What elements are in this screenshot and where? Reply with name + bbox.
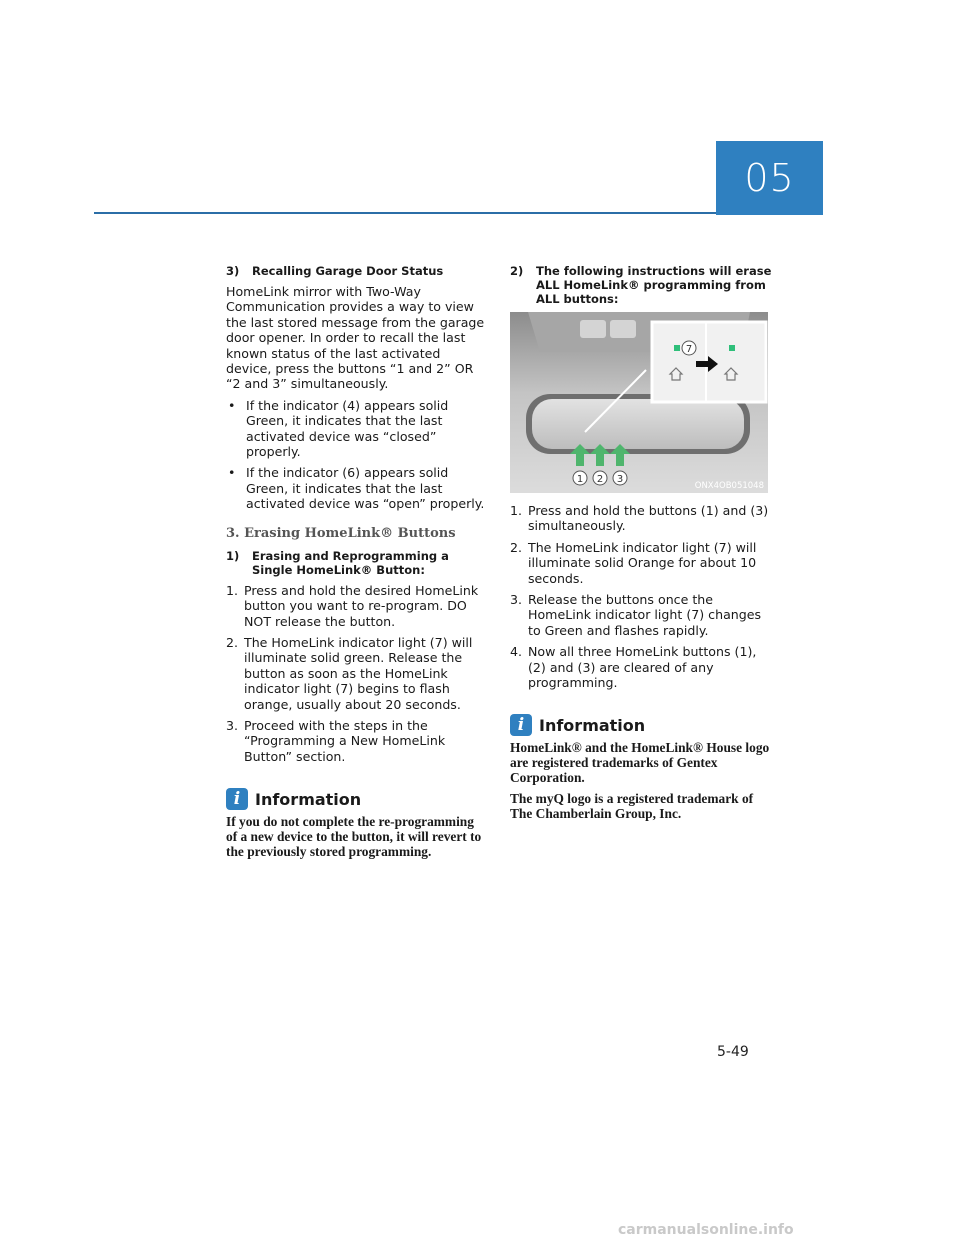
bullet-mark: •	[228, 397, 236, 413]
erase-all-heading-number: 2)	[510, 264, 524, 278]
right-column	[510, 264, 772, 827]
recall-heading-text: Recalling Garage Door Status	[252, 264, 444, 278]
step-number: 3.	[510, 592, 523, 608]
single-step-3	[226, 718, 488, 764]
step-number: 3.	[226, 717, 239, 733]
bullet-closed-text: If the indicator (4) appears solid Green, it indicates that the last activated device was “closed” properly.	[246, 397, 449, 460]
indicator-light	[674, 345, 680, 351]
header-rule	[94, 212, 716, 214]
label-1: 1	[576, 474, 584, 485]
info-text-trademark-myq: The myQ logo is a registered trademark of The Chamberlain Group, Inc.	[510, 791, 754, 822]
single-step-2	[226, 635, 488, 712]
chapter-tab: 05	[716, 141, 823, 215]
info-icon: i	[226, 788, 248, 810]
info-icon: i	[510, 714, 532, 736]
step-number: 2.	[510, 539, 523, 555]
bullet-open-text: If the indicator (6) appears solid Green, it indicates that the last activated device was “open” properly.	[246, 465, 485, 512]
label-7: 7	[685, 344, 693, 355]
recall-heading-number: 3)	[226, 264, 240, 278]
recall-paragraph: HomeLink mirror with Two-Way Communication provides a way to view the last stored message from the garage door opener. In order to recall the last known status of the last activated device, press the buttons “1 and 2” OR “2 and 3” simultaneously.	[226, 284, 485, 392]
all-step-1	[510, 503, 772, 534]
single-step-1	[226, 583, 488, 629]
step-number: 4.	[510, 644, 523, 660]
mirror-illustration	[510, 312, 768, 493]
bullet-open	[226, 465, 488, 511]
single-erase-heading	[226, 549, 488, 577]
step-text: The HomeLink indicator light (7) will illuminate solid green. Release the button as soon as the HomeLink indicator light (7) begins to flash orange, usually about 20 seconds.	[244, 634, 473, 712]
indicator-light	[729, 345, 735, 351]
info-text-left: If you do not complete the re-programming of a new device to the button, it will revert to the previously stored programming.	[226, 814, 482, 860]
watermark: carmanualsonline.info	[618, 1222, 794, 1238]
homelink-mirror-figure	[510, 312, 768, 493]
info-header-right	[510, 714, 772, 736]
step-number: 1.	[510, 503, 523, 518]
step-text: Now all three HomeLink buttons (1), (2) and (3) are cleared of any programming.	[528, 644, 757, 691]
info-text-trademark-homelink: HomeLink® and the HomeLink® House logo are registered trademarks of Gentex Corporation.	[510, 740, 770, 786]
bullet-mark: •	[228, 465, 236, 481]
erase-all-heading	[510, 264, 772, 306]
all-step-4	[510, 644, 772, 690]
step-text: Release the buttons once the HomeLink indicator light (7) changes to Green and flashes rapidly.	[528, 592, 762, 638]
single-erase-heading-text: Erasing and Reprogramming a Single HomeLink® Button:	[252, 548, 449, 577]
all-step-3	[510, 592, 772, 638]
page-number: 5-49	[717, 1044, 749, 1060]
step-number: 1.	[226, 582, 239, 598]
label-3: 3	[616, 474, 624, 485]
all-step-2	[510, 540, 772, 586]
bullet-closed	[226, 398, 488, 460]
step-number: 2.	[226, 634, 239, 650]
step-text: The HomeLink indicator light (7) will illuminate solid Orange for about 10 seconds.	[528, 539, 757, 586]
info-header-left	[226, 788, 488, 810]
figure-caption: ONX4OB051048	[694, 481, 764, 491]
erase-section-heading: 3. Erasing HomeLink® Buttons	[226, 525, 456, 541]
step-text: Press and hold the desired HomeLink button you want to re-program. DO NOT release the button.	[244, 582, 479, 629]
left-column	[226, 264, 488, 865]
label-2: 2	[596, 474, 604, 485]
single-erase-heading-number: 1)	[226, 548, 240, 563]
recall-heading	[226, 264, 488, 278]
step-text: Proceed with the steps in the “Programming a New HomeLink Button” section.	[244, 717, 446, 764]
step-text: Press and hold the buttons (1) and (3) simultaneously.	[528, 503, 769, 534]
info-title: Information	[539, 715, 646, 735]
erase-all-heading-text: The following instructions will erase ALL HomeLink® programming from ALL buttons:	[536, 264, 772, 306]
info-title: Information	[255, 789, 362, 809]
